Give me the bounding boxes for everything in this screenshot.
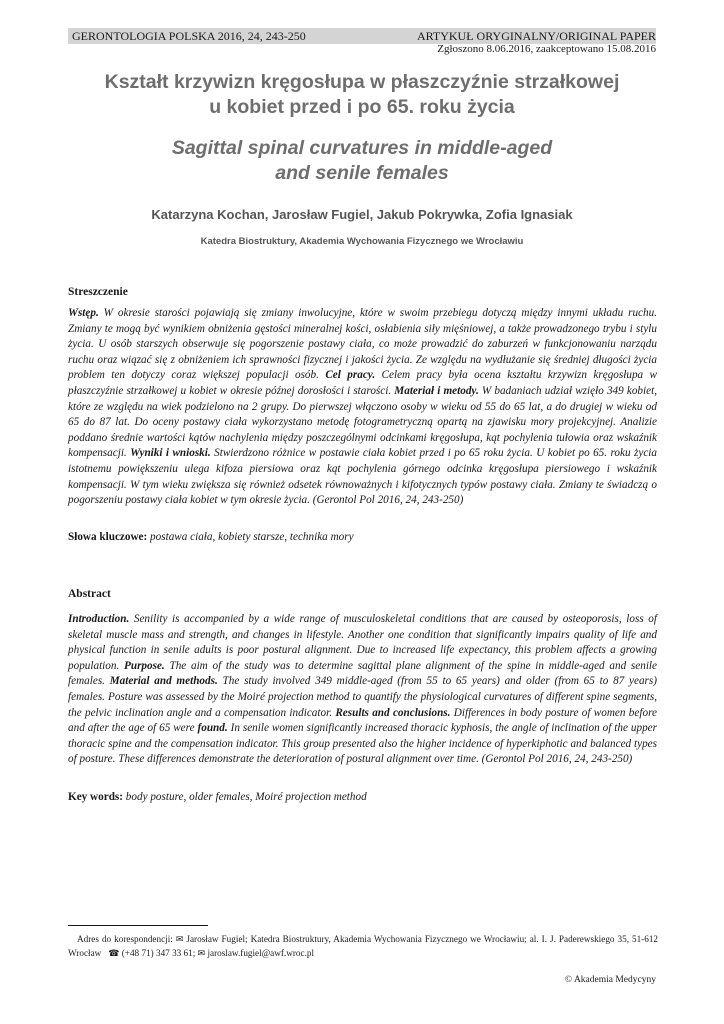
results-label: Results and conclusions. <box>335 706 451 719</box>
metody-label: Materiał i metody. <box>394 384 479 397</box>
wyniki-label: Wyniki i wnioski. <box>130 447 211 460</box>
streszczenie-heading: Streszczenie <box>68 286 128 298</box>
results-text-2: In senile women significantly increased thoracic kyphosis, the angle of inclination of the upper thoracic spine and the compensation indicator. This group presented also the higher incidence of hyperkiphotic and balanced types of posture. These differences demonstrate the deterioration of postural alignment over time. (Gerontol Pol 2016, 24, 243-250) <box>68 722 658 766</box>
wstep-text: W okresie starości pojawiają się zmiany inwolucyjne, które w swoim przebiegu dotyczą między innymi układu ruchu. Zmiany te mogą być wynikiem obniżenia gęstości mineralnej kości, osłabienia siły mięśniowej, a także prowadzonego trybu i stylu życia. U osób starszych obserwuje się pogorszenie postawy ciała, co może prowadzić do zaburzeń w funkcjonowaniu narządu ruchu oraz wiązać się z obniżeniem ich sprawności fizycznej i jakości życia. Ze względu na wydłużanie się średniej długości życia problem ten dotyczy coraz większej populacji osób. <box>68 307 657 382</box>
abstract-heading: Abstract <box>68 588 111 600</box>
title-polish-line1: Kształt krzywizn kręgosłupa w płaszczyźnie strzałkowej <box>104 71 620 93</box>
key-words-text: body posture, older females, Moiré projection method <box>123 791 367 803</box>
abstract-body <box>68 612 657 768</box>
results-text: Differences in body posture of women before and after the age of 65 were <box>68 706 657 735</box>
submission-dates: Zgłoszono 8.06.2016, zaakceptowano 15.08.2016 <box>437 43 656 55</box>
email-icon: ✉ <box>197 949 206 959</box>
purpose-label: Purpose. <box>124 659 165 672</box>
footnote-rule <box>68 925 208 926</box>
copyright: © Akademia Medycyny <box>564 975 656 985</box>
purpose-text: The aim of the study was to determine sagittal plane alignment of the spine in middle-aged and senile females. <box>68 659 657 688</box>
slowa-kluczowe-label: Słowa kluczowe: <box>68 531 148 543</box>
methods-label: Material and methods. <box>109 675 218 688</box>
introduction-label: Introduction. <box>68 613 130 625</box>
phone-icon: ☎ <box>108 949 120 959</box>
footnote-phone: (+48 71) 347 33 61; <box>119 948 196 958</box>
key-words-label: Key words: <box>68 791 123 803</box>
affiliation: Katedra Biostruktury, Akademia Wychowania Fizycznego we Wrocławiu <box>200 236 524 247</box>
authors: Katarzyna Kochan, Jarosław Fugiel, Jakub Pokrywka, Zofia Ignasiak <box>151 207 573 222</box>
journal-citation: GERONTOLOGIA POLSKA 2016, 24, 243-250 <box>72 29 306 43</box>
title-english-line2: and senile females <box>275 162 449 184</box>
envelope-icon: ✉ <box>175 935 184 945</box>
cel-text: Celem pracy była ocena kształtu krzywizn kręgosłupa w płaszczyźnie strzałkowej u kobiet w okresie późnej dorosłości i starości. <box>68 369 658 397</box>
found-label: found. <box>197 722 228 735</box>
title-polish-line2: u kobiet przed i po 65. roku życia <box>209 96 515 118</box>
footnote-address: Jarosław Fugiel; Katedra Biostruktury, Akademia Wychowania Fizycznego we Wrocławiu; al. I. J. Paderewskiego 35, 51-612 Wrocław <box>68 934 659 958</box>
article-type: ARTYKUŁ ORYGINALNY/ORIGINAL PAPER <box>416 29 656 43</box>
introduction-text: Senility is accompanied by a wide range of musculoskeletal conditions that are caused by osteoporosis, loss of skeletal muscle mass and strength, and changes in lifestyle. Another one condition that significantly impairs quality of life and physical function in senile adults is poor postural alignment. Due to increased life expectancy, this problem affects a growing population. <box>68 613 657 672</box>
title-english-line1: Sagittal spinal curvatures in middle-aged <box>171 137 553 159</box>
slowa-kluczowe <box>68 530 657 545</box>
methods-text: The study involved 349 middle-aged (from 55 to 65 years) and older (from 65 to 87 years) females. Posture was assessed by the Moiré projection method to quantify the physiological curvatures of different spine segments, the pelvic inclination angle and a compensation indicator. <box>68 675 657 719</box>
cel-label: Cel pracy. <box>325 369 376 382</box>
footnote-prefix: Adres do korespondencji: <box>77 934 173 944</box>
metody-text: W badaniach udział wzięło 349 kobiet, które ze względu na wiek podzielono na 2 grupy. Do pierwszej włączono osoby w wieku od 55 do 65 lat, a do drugiej w wieku od 65 do 87 lat. Do oceny postawy ciała wykorzystano metodę fotogrametryczną opartą na zjawisku mory projekcyjnej. Analizie poddano średnie wartości kątów nachylenia między poszczególnymi odcinkami kręgosłupa, kąt pochylenia tułowia oraz wskaźnik kompensacji. <box>68 384 658 460</box>
title-english <box>40 136 684 186</box>
correspondence-footnote <box>68 933 658 961</box>
key-words <box>68 790 657 805</box>
footnote-email[interactable]: jaroslaw.fugiel@awf.wroc.pl <box>205 948 315 958</box>
wstep-label: Wstęp. <box>68 307 99 319</box>
wyniki-text: Stwierdzono różnice w postawie ciała kobiet przed i po 65 roku życia. U kobiet po 65. roku życia istotnemu powiększeniu ulega kifoza piersiowa oraz kąt pochylenia górnego odcinka kręgosłupa piersiowego i wskaźnik kompensacji. W tym wieku zwiększa się również odsetek równoważnych i kifotycznych typów postawy ciała. Zmiany te świadczą o pogorszeniu postawy ciała kobiet w tym okresie życia. (Gerontol Pol 2016, 24, 243-250) <box>68 447 658 507</box>
streszczenie-body <box>68 306 657 509</box>
slowa-kluczowe-text: postawa ciała, kobiety starsze, technika mory <box>147 531 354 543</box>
title-polish <box>40 70 684 120</box>
